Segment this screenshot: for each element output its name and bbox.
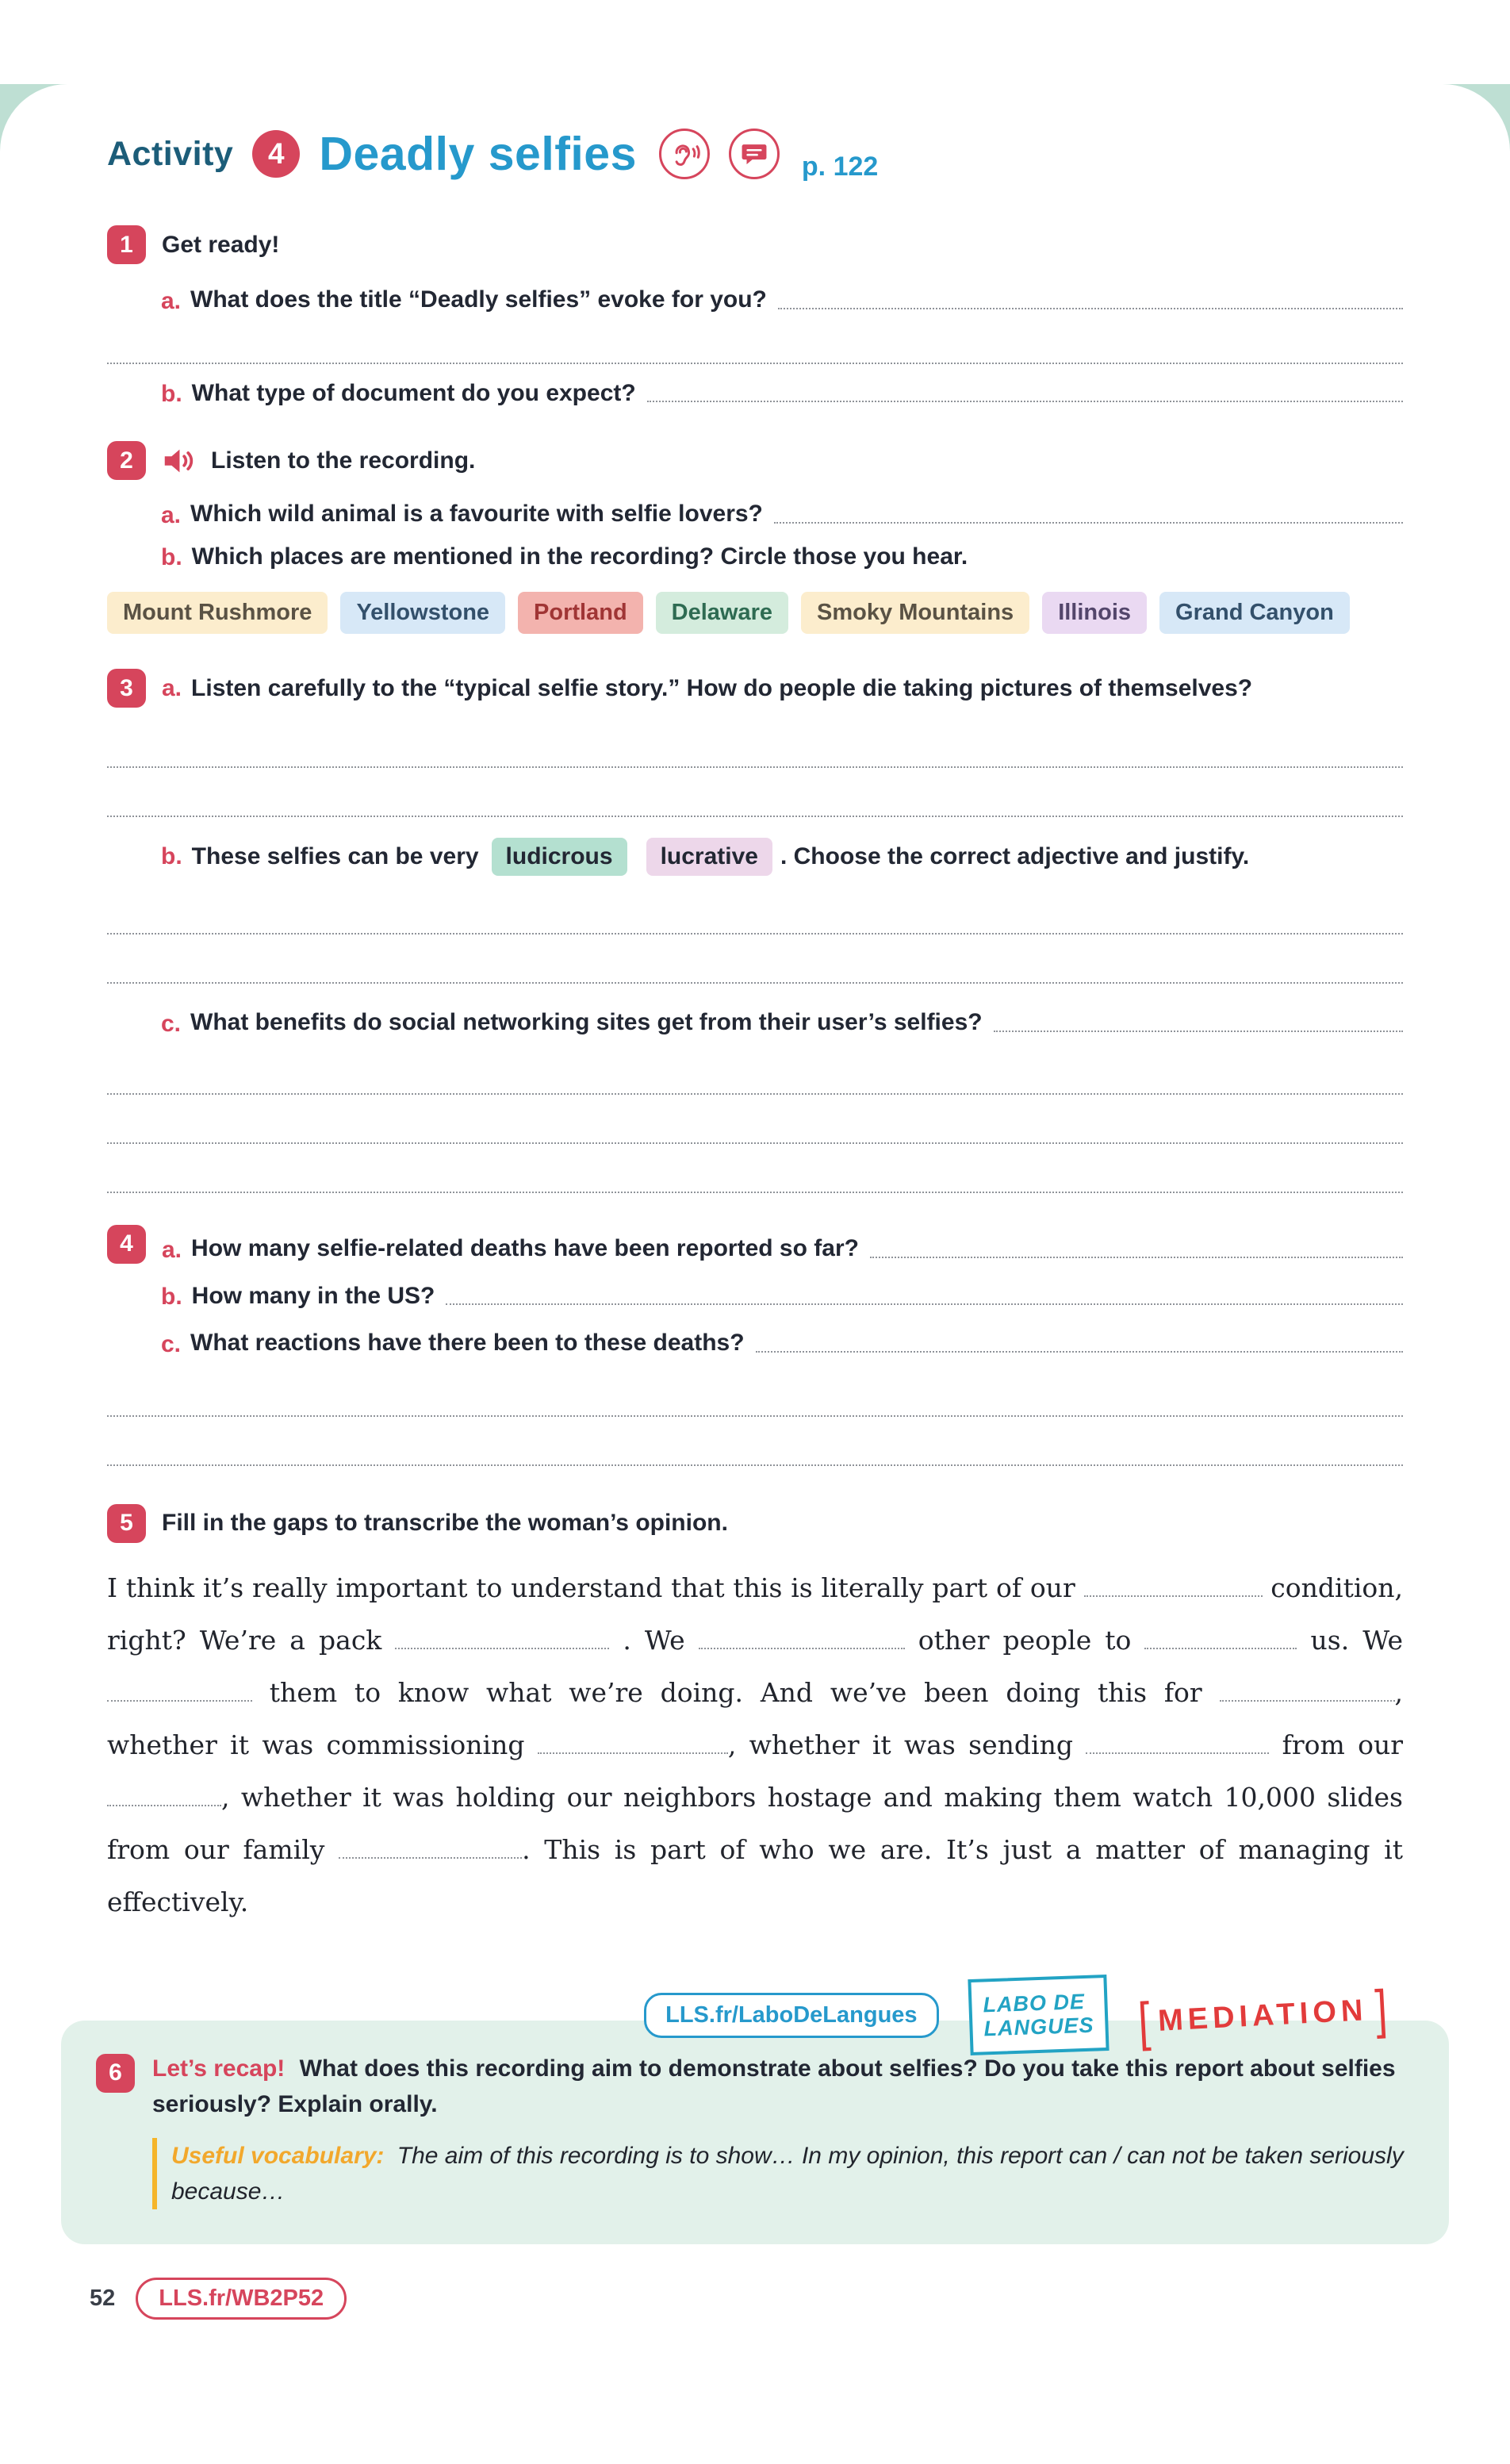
fill-gap[interactable]: [339, 1857, 522, 1859]
answer-line[interactable]: [107, 315, 1403, 364]
place-chip[interactable]: Smoky Mountains: [801, 592, 1029, 634]
vocab-label: Useful vocabulary:: [171, 2142, 385, 2169]
section-1-head: [107, 225, 1403, 264]
question-3b-letter: b.: [161, 843, 182, 869]
stamp-bracket-left: [: [1136, 1991, 1152, 2052]
answer-fill[interactable]: [756, 1351, 1403, 1353]
question-3c-text: What benefits do social networking sites get from their user’s selfies?: [190, 1009, 983, 1035]
question-1b-text: What type of document do you expect?: [191, 379, 636, 406]
question-3b-text: These selfies can be very: [191, 843, 479, 870]
fill-gap[interactable]: [395, 1648, 609, 1649]
section-5-title: Fill in the gaps to transcribe the woman’s opinion.: [162, 1510, 728, 1537]
section-2: [107, 441, 1403, 634]
answer-line[interactable]: [107, 768, 1403, 817]
question-2a-text: Which wild animal is a favourite with selfie lovers?: [190, 501, 763, 527]
question-3a-text: Listen carefully to the “typical selfie story.” How do people die taking pictures of themselves?: [191, 674, 1253, 701]
question-1b-letter: b.: [161, 381, 182, 407]
section-2-badge: 2: [107, 441, 146, 480]
place-chip[interactable]: Illinois: [1042, 592, 1147, 634]
adjective-option-lucrative[interactable]: lucrative: [646, 838, 772, 876]
stamp-bracket-right: ]: [1373, 1978, 1389, 2040]
place-chip[interactable]: Mount Rushmore: [107, 592, 328, 634]
mediation-label: MEDIATION: [1156, 1993, 1368, 2037]
answer-fill[interactable]: [994, 1031, 1403, 1032]
answer-line[interactable]: [107, 1144, 1403, 1193]
fill-gap[interactable]: [1144, 1648, 1297, 1649]
answer-line[interactable]: [107, 719, 1403, 768]
question-4c: [161, 1328, 1403, 1358]
question-4b: [161, 1281, 1403, 1311]
answer-line[interactable]: [107, 1417, 1403, 1466]
question-4a-text: How many selfie-related deaths have been reported so far?: [191, 1235, 859, 1261]
answer-fill[interactable]: [647, 401, 1403, 402]
answer-line[interactable]: [107, 1368, 1403, 1417]
adjective-option-ludicrous[interactable]: ludicrous: [492, 838, 627, 876]
question-2b: [161, 542, 1403, 572]
question-4b-letter: b.: [161, 1284, 182, 1310]
section-4: [107, 1225, 1403, 1466]
question-4a-letter: a.: [162, 1236, 182, 1263]
answer-line[interactable]: [107, 885, 1403, 935]
section-5: [107, 1504, 1403, 1929]
labo-logo-line2: LANGUES: [983, 2013, 1094, 2041]
activity-number-badge: 4: [252, 130, 300, 178]
question-2b-letter: b.: [161, 544, 182, 570]
section-3: [107, 669, 1403, 1193]
page-number: 52: [90, 2285, 116, 2311]
recap-text: [152, 2051, 1414, 2122]
section-5-badge: 5: [107, 1504, 146, 1543]
fill-gap[interactable]: [1220, 1700, 1395, 1702]
answer-fill[interactable]: [774, 522, 1403, 524]
answer-line[interactable]: [107, 935, 1403, 984]
recap-question: What does this recording aim to demonstrate about selfies? Do you take this report about selfies seriously? Explain orally.: [152, 2055, 1396, 2117]
question-4c-letter: c.: [161, 1330, 182, 1357]
question-3b: [161, 838, 1403, 876]
question-2a: [161, 499, 1403, 529]
page-title: Deadly selfies: [319, 128, 637, 180]
activity-label: Activity: [107, 134, 234, 173]
question-3a-letter: a.: [162, 674, 182, 701]
fill-gap[interactable]: [107, 1805, 221, 1806]
recap-lead: Let’s recap!: [152, 2055, 286, 2082]
section-2-title: Listen to the recording.: [211, 447, 476, 474]
question-1a-letter: a.: [161, 287, 182, 314]
activity-header: [107, 122, 1403, 186]
place-chip[interactable]: Delaware: [656, 592, 788, 634]
labo-logo-line1: LABO DE: [982, 1990, 1086, 2017]
question-3c-letter: c.: [161, 1010, 182, 1037]
question-1a: [161, 285, 1403, 315]
section-3-badge: 3: [107, 669, 146, 708]
page-footer: [90, 2278, 1403, 2320]
question-4b-text: How many in the US?: [191, 1282, 435, 1309]
question-2a-letter: a.: [161, 501, 182, 528]
answer-fill[interactable]: [778, 308, 1403, 309]
fill-gap[interactable]: [1086, 1752, 1269, 1754]
section-5-head: [107, 1504, 1403, 1543]
place-chip[interactable]: Grand Canyon: [1159, 592, 1350, 634]
resource-links: [107, 1975, 1403, 2057]
fill-gap[interactable]: [107, 1700, 252, 1702]
speaker-icon[interactable]: [160, 443, 197, 479]
transcript-paragraph: I think it’s really important to understand that this is literally part of our condition, right? We’re a pack . We other people to us. We them to know what we’re doing. And we’ve been doing this for , whether it was commissioning , whether it was sending from our , whether it was holding our neighbors hostage and making them watch 10,000 slides from our family . This is part of who we are. It’s just a matter of managing it effectively.: [107, 1572, 1403, 1917]
question-1b: [161, 378, 1403, 409]
place-chip[interactable]: Yellowstone: [340, 592, 505, 634]
fill-gap[interactable]: [699, 1648, 905, 1649]
section-6-head: [96, 2051, 1414, 2122]
section-3-head: [107, 669, 1403, 708]
footer-link[interactable]: LLS.fr/WB2P52: [136, 2278, 347, 2320]
fill-gap[interactable]: [538, 1752, 728, 1754]
answer-fill[interactable]: [870, 1257, 1403, 1258]
section-1: [107, 225, 1403, 408]
question-2b-text: Which places are mentioned in the recording? Circle those you hear.: [191, 543, 968, 570]
question-1a-text: What does the title “Deadly selfies” evoke for you?: [190, 286, 767, 313]
vocab-text: The aim of this recording is to show… In my opinion, this report can / can not be taken seriously because…: [171, 2142, 1404, 2205]
page-reference: p. 122: [801, 152, 879, 182]
mediation-stamp: [1136, 1978, 1389, 2052]
section-2-head: [107, 441, 1403, 480]
question-3b-text-after: . Choose the correct adjective and justify.: [780, 843, 1250, 870]
section-1-badge: 1: [107, 225, 146, 264]
ear-icon: [659, 129, 710, 179]
labo-de-langues-link[interactable]: LLS.fr/LaboDeLangues: [644, 1993, 938, 2038]
page-sheet: [0, 84, 1510, 2380]
section-4-head: [107, 1225, 1403, 1264]
speech-bubble-icon: [729, 129, 780, 179]
useful-vocabulary: [152, 2138, 1414, 2209]
section-1-title: Get ready!: [162, 231, 280, 258]
section-6-badge: 6: [96, 2054, 135, 2093]
answer-fill[interactable]: [446, 1303, 1403, 1305]
answer-line[interactable]: [107, 1095, 1403, 1144]
answer-line[interactable]: [107, 1046, 1403, 1095]
place-chip[interactable]: Portland: [518, 592, 643, 634]
fill-gap[interactable]: [1084, 1595, 1263, 1597]
places-chip-list: [107, 592, 1403, 634]
question-4c-text: What reactions have there been to these deaths?: [190, 1330, 745, 1356]
question-3c: [161, 1007, 1403, 1038]
section-4-badge: 4: [107, 1225, 146, 1264]
labo-de-langues-logo[interactable]: [968, 1975, 1109, 2056]
